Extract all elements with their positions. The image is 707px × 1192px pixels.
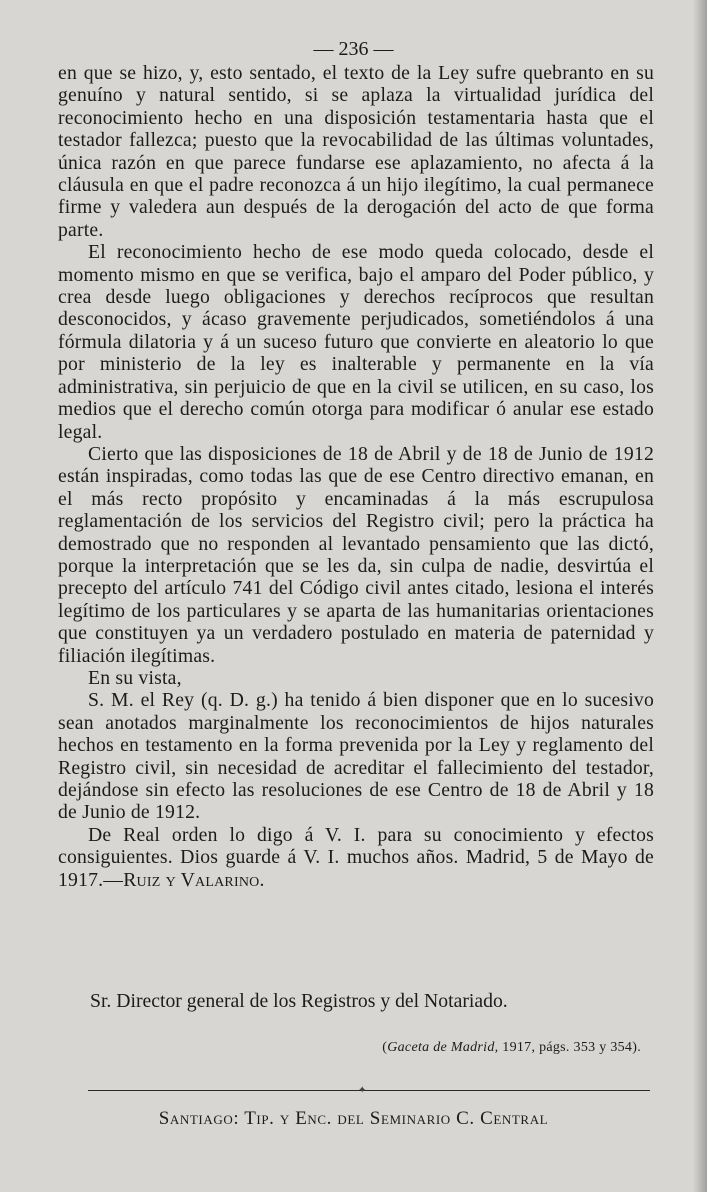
paragraph-5: S. M. el Rey (q. D. g.) ha tenido á bien disponer que en lo sucesivo sean anotados marginalmente los reconocimientos de hijos naturales hechos en testamento en la forma prevenida por la Ley y reglamento del Registro civil, sin necesidad de acreditar el fallecimiento del testador, dejándose sin efecto las resoluciones de ese Centro de 18 de Abril y 18 de Junio de 1912. (58, 689, 654, 824)
paragraph-6 (58, 824, 654, 891)
body-text (58, 62, 654, 891)
paragraph-4: En su vista, (88, 666, 182, 689)
paragraph-1: en que se hizo, y, esto sentado, el texto de la Ley sufre quebranto en su genuíno y natural sentido, si se aplaza la virtualidad jurídica del reconocimiento hecho en una disposición testamentaria hasta que el testador fallezca; puesto que la revocabilidad de las últimas voluntades, única razón en que parece fundarse ese aplazamiento, no afecta á la cláusula en que el padre reconozca á un hijo ilegítimo, la cual permanece firme y valedera aun después de la derogación del acto de que forma parte. (58, 62, 654, 241)
page-number: — 236 — (313, 38, 394, 60)
closing-text: De Real orden lo digo á V. I. para su conocimiento y efectos consiguientes. Dios guarde á V. I. muchos años. Madrid, 5 de Mayo de 1917.— (58, 823, 654, 891)
citation (382, 1040, 641, 1056)
salutation: Sr. Director general de los Registros y del Notariado. (90, 990, 508, 1012)
paragraph-2: El reconocimiento hecho de ese modo queda colocado, desde el momento mismo en que se verifica, bajo el amparo del Poder público, y crea desde luego obligaciones y derechos recíprocos que resultan desconocidos, y ácaso gravemente perjudicados, sometiéndolos á una fórmula dilatoria y á un suceso futuro que convierte en aleatorio lo que por ministerio de la ley es inalterable y permanente en la vía administrativa, sin perjuicio de que en la civil se utilicen, en su caso, los medios que el derecho común otorga para modificar ó anular ese estado legal. (58, 241, 654, 443)
paragraph-3: Cierto que las disposiciones de 18 de Abril y de 18 de Junio de 1912 están inspiradas, como todas las que de ese Centro directivo emanan, en el más recto propósito y encaminadas á la más escrupulosa reglamentación de los servicios del Registro civil; pero la práctica ha demostrado que no responden al levantado pensamiento que las dictó, porque la interpretación que se les da, sin culpa de nadie, desvirtúa el precepto del artículo 741 del Código civil antes citado, lesiona el interés legítimo de los particulares y se aparta de las humanitarias orientaciones que constituyen ya un verdadero postulado en materia de paternidad y filiación ilegítimas. (58, 442, 654, 667)
citation-source: Gaceta de Madrid, (387, 1040, 499, 1055)
printer-imprint: Santiago: Tip. y Enc. del Seminario C. Central (158, 1108, 549, 1129)
citation-details: 1917, págs. 353 y 354). (498, 1040, 641, 1055)
divider-rule (88, 1090, 650, 1091)
page-edge-shadow (693, 0, 707, 1192)
divider-ornament-icon: ✦ (358, 1085, 367, 1096)
signature: Ruiz y Valarino. (123, 868, 265, 891)
citation-open: ( (382, 1040, 388, 1055)
